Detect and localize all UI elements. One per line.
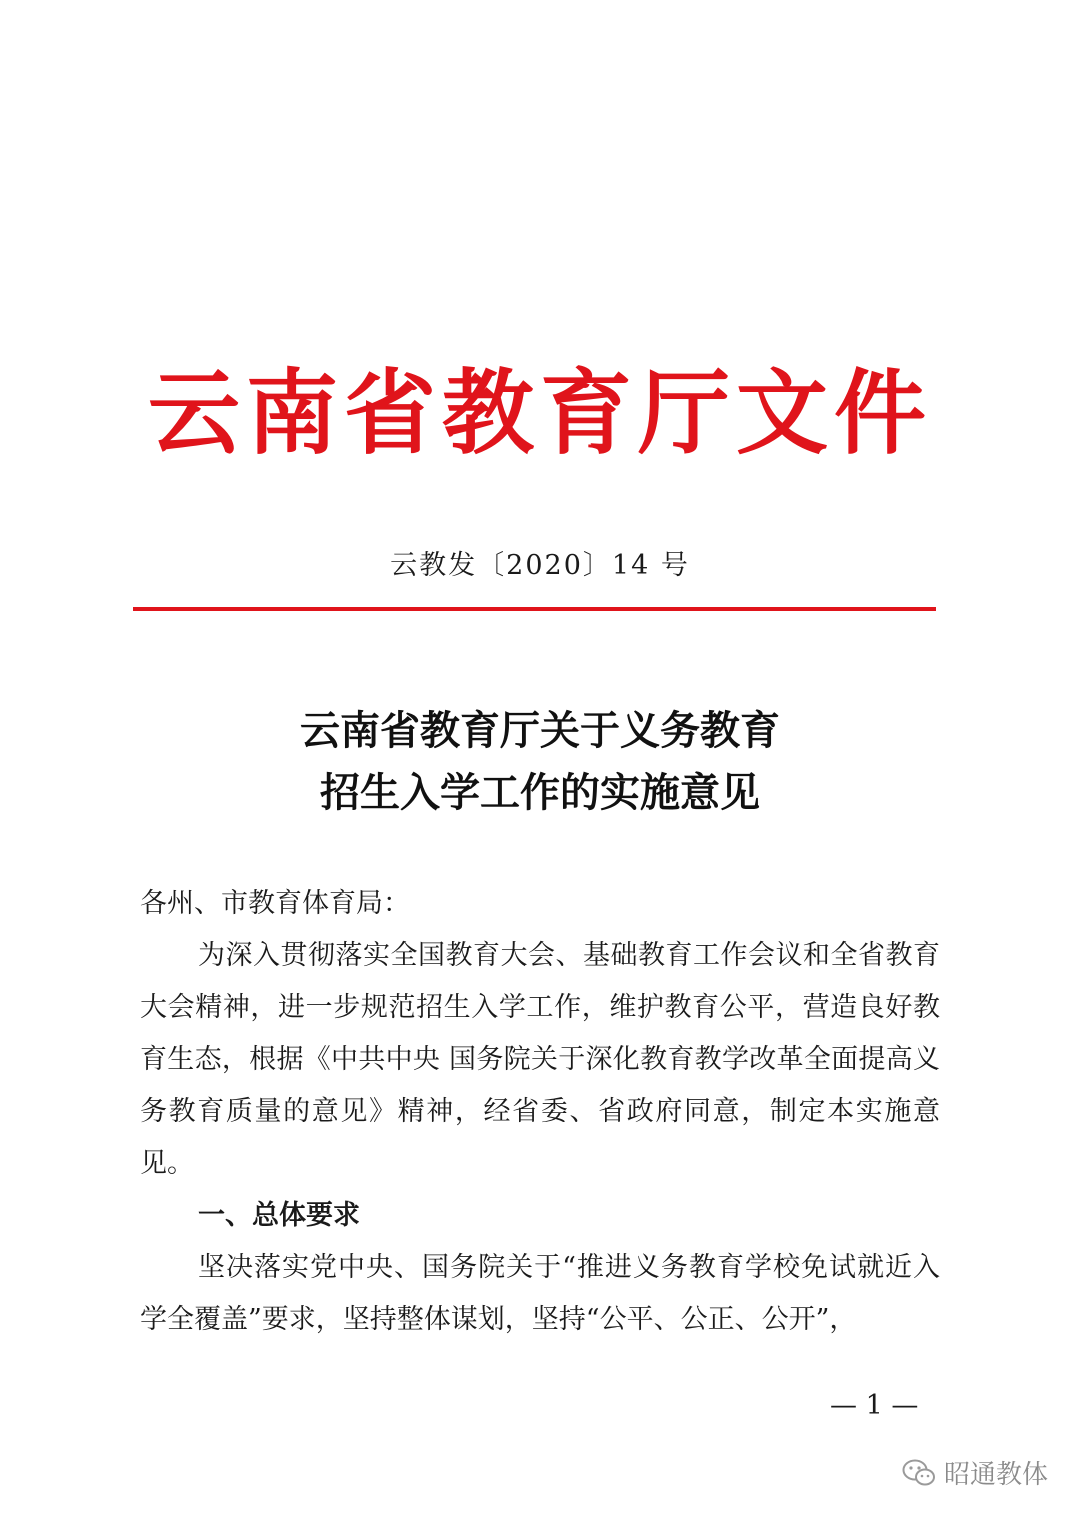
salutation: 各州、市教育体育局： bbox=[140, 888, 410, 919]
page-number: — 1 — bbox=[830, 1390, 919, 1421]
watermark-text: 昭通教体 bbox=[943, 1460, 1048, 1490]
document-title-line-2: 招生入学工作的实施意见 bbox=[320, 769, 760, 816]
document-number: 云教发〔2020〕14 号 bbox=[390, 550, 690, 581]
document-title bbox=[0, 700, 1080, 824]
document-title-line-1: 云南省教育厅关于义务教育 bbox=[300, 707, 780, 754]
wechat-icon bbox=[902, 1458, 936, 1488]
intro-paragraph: 为深入贯彻落实全国教育大会、基础教育工作会议和全省教育大会精神，进一步规范招生入学工作，维护教育公平，营造良好教育生态，根据《中共中央 国务院关于深化教育教学改革全面提高义务教育质量的意见》精神，经省委、省政府同意，制定本实施意见。 bbox=[140, 940, 940, 1179]
red-divider-line bbox=[133, 607, 936, 611]
section-heading: 一、总体要求 bbox=[198, 1200, 360, 1231]
red-header-title: 云南省教育厅文件 bbox=[147, 359, 932, 467]
document-body bbox=[140, 878, 940, 1346]
watermark bbox=[902, 1454, 1048, 1491]
section-paragraph: 坚决落实党中央、国务院关于“推进义务教育学校免试就近入学全覆盖”要求，坚持整体谋划，坚持“公平、公正、公开”， bbox=[140, 1252, 940, 1335]
